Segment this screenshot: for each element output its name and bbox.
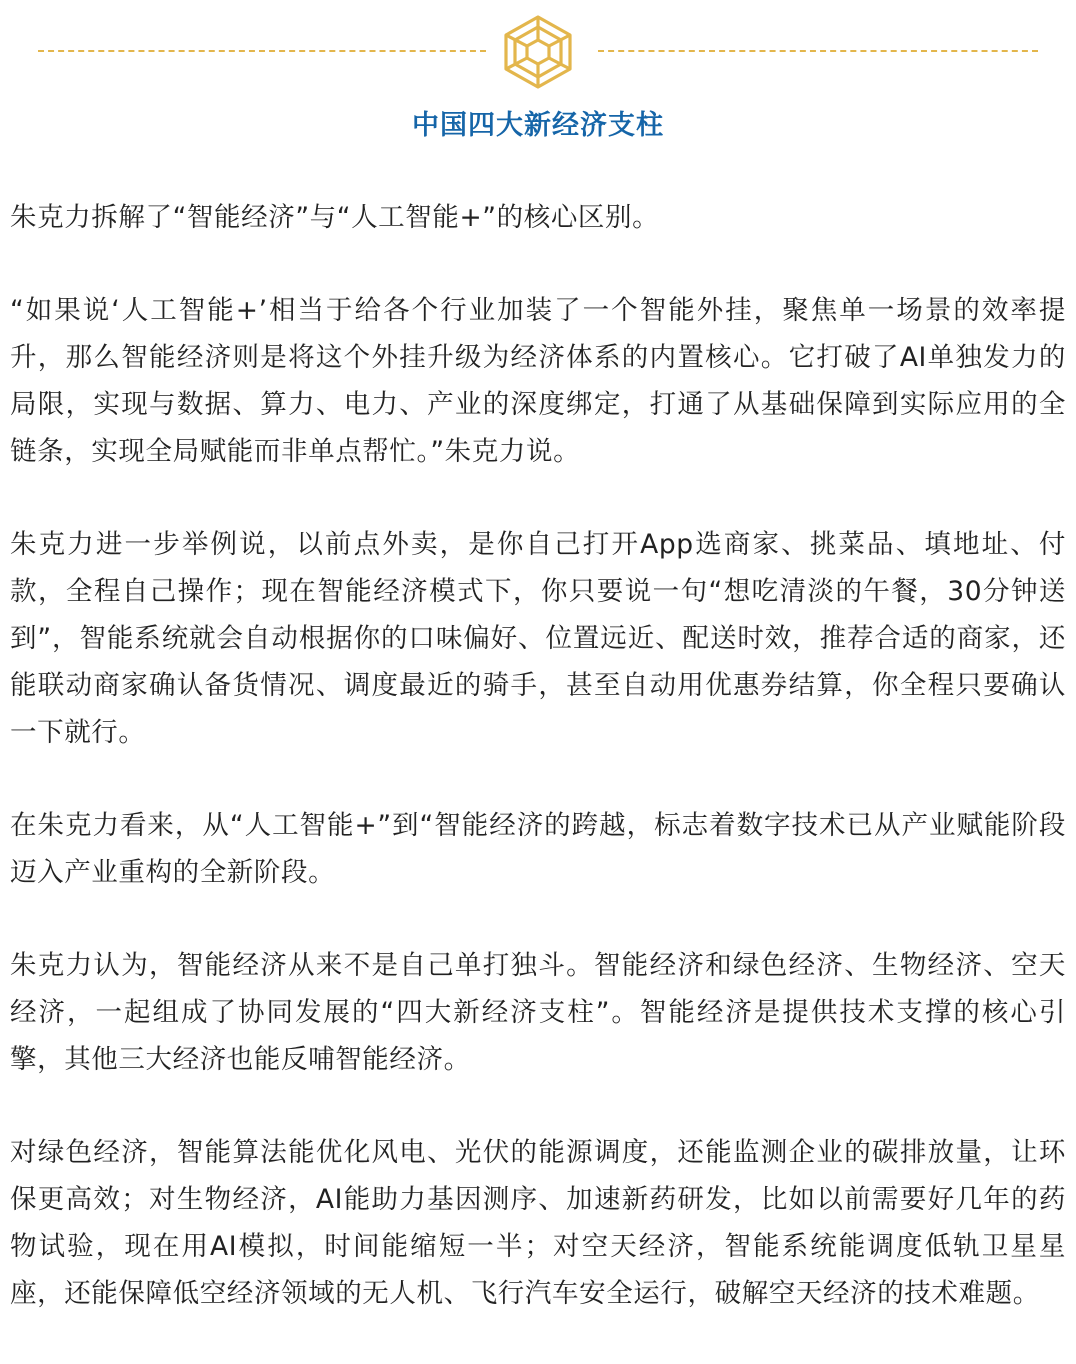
article-paragraph: 对绿色经济，智能算法能优化风电、光伏的能源调度，还能监测企业的碳排放量，让环保更高效；对生物经济，AI能助力基因测序、加速新药研发，比如以前需要好几年的药物试验，现在用AI模拟，时间能缩短一半；对空天经济，智能系统能调度低轨卫星星座，还能保障低空经济领域的无人机、飞行汽车安全运行，破解空天经济的技术难题。 bbox=[10, 1137, 1066, 1309]
header-divider-right bbox=[598, 50, 1038, 52]
article-body bbox=[10, 194, 1066, 1363]
section-title: 中国四大新经济支柱 bbox=[412, 110, 664, 141]
article-paragraph: 在朱克力看来，从“人工智能+”到“智能经济的跨越，标志着数字技术已从产业赋能阶段迈入产业重构的全新阶段。 bbox=[10, 810, 1066, 888]
article-paragraph: 朱克力认为，智能经济从来不是自己单打独斗。智能经济和绿色经济、生物经济、空天经济，一起组成了协同发展的“四大新经济支柱”。智能经济是提供技术支撑的核心引擎，其他三大经济也能反哺智能经济。 bbox=[10, 950, 1066, 1075]
article-paragraph: “如果说‘人工智能+’相当于给各个行业加装了一个智能外挂，聚焦单一场景的效率提升，那么智能经济则是将这个外挂升级为经济体系的内置核心。它打破了AI单独发力的局限，实现与数据、算力、电力、产业的深度绑定，打通了从基础保障到实际应用的全链条，实现全局赋能而非单点帮忙。”朱克力说。 bbox=[10, 295, 1066, 467]
hexagon-ring-icon bbox=[499, 14, 577, 90]
header-divider-left bbox=[38, 50, 486, 52]
article-paragraph: 朱克力拆解了“智能经济”与“人工智能+”的核心区别。 bbox=[10, 202, 660, 233]
article-paragraph: 朱克力进一步举例说，以前点外卖，是你自己打开App选商家、挑菜品、填地址、付款，全程自己操作；现在智能经济模式下，你只要说一句“想吃清淡的午餐，30分钟送到”，智能系统就会自动根据你的口味偏好、位置远近、配送时效，推荐合适的商家，还能联动商家确认备货情况、调度最近的骑手，甚至自动用优惠券结算，你全程只要确认一下就行。 bbox=[10, 529, 1066, 748]
